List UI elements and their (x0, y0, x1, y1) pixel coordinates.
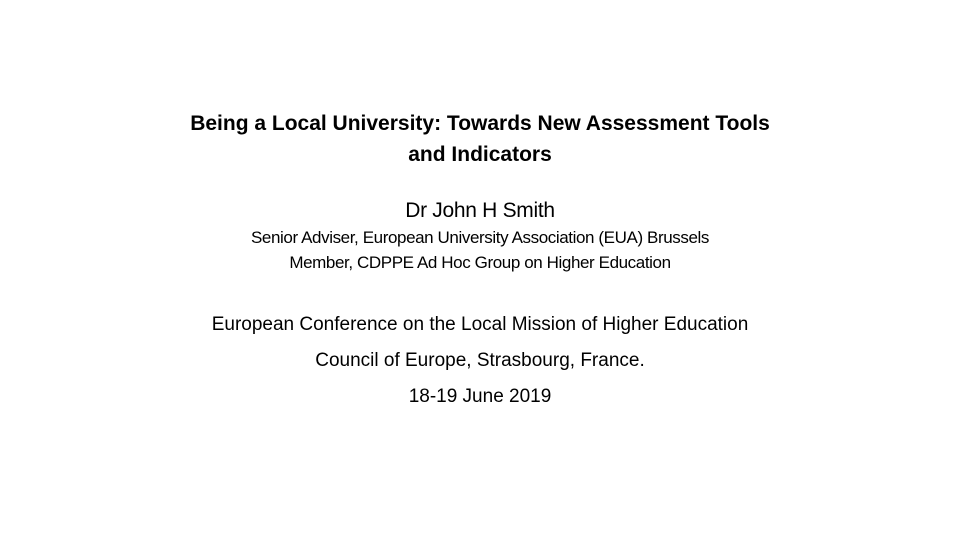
author-affiliation (80, 225, 880, 275)
affiliation-line-1: Senior Adviser, European University Association (EUA) Brussels (250, 228, 710, 247)
conference-name: European Conference on the Local Mission of Higher Education (211, 314, 749, 335)
slide-title (80, 108, 880, 170)
conference-location: Council of Europe, Strasbourg, France. (315, 350, 645, 371)
title-line-1: Being a Local University: Towards New Assessment Tools (190, 112, 770, 135)
title-line-2: and Indicators (408, 143, 552, 166)
author-text: Dr John H Smith (405, 199, 555, 222)
author-name (80, 197, 880, 225)
affiliation-line-2: Member, CDPPE Ad Hoc Group on Higher Education (289, 253, 671, 272)
conference-info (80, 307, 880, 415)
conference-date: 18-19 June 2019 (408, 386, 552, 407)
